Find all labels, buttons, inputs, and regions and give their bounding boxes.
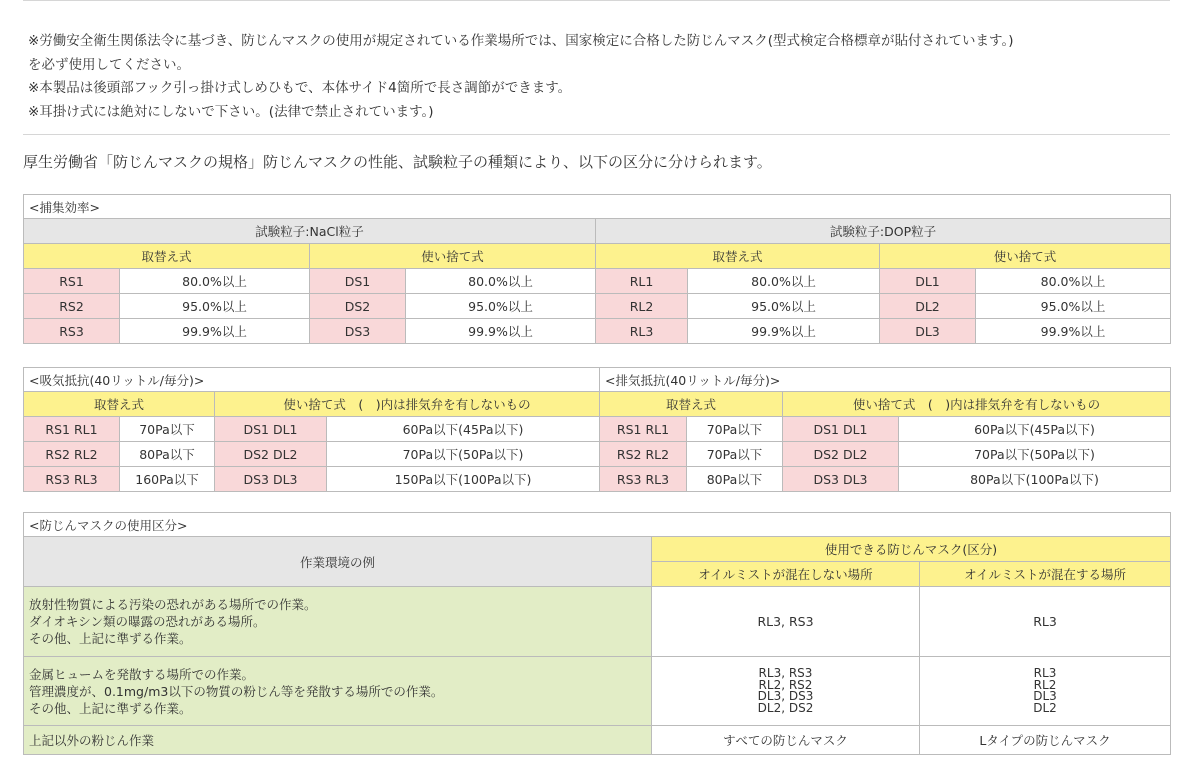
no-oil-cell bbox=[652, 657, 920, 726]
disposable-header: 使い捨て式 ( )内は排気弁を有しないもの bbox=[215, 392, 600, 417]
exhale-resistance-table bbox=[599, 367, 1171, 492]
disposable-header: 使い捨て式 bbox=[880, 244, 1171, 269]
grade-value: 150Pa以下(100Pa以下) bbox=[327, 467, 600, 492]
grade-label: DS1 DL1 bbox=[215, 417, 327, 442]
env-cell bbox=[24, 657, 652, 726]
grade-label: RS3 RL3 bbox=[600, 467, 687, 492]
table-row bbox=[24, 467, 600, 492]
grade-label: RS3 RL3 bbox=[24, 467, 120, 492]
env-line: ダイオキシン類の曝露の恐れがある場所。 bbox=[29, 614, 266, 629]
grade-label: DL2 bbox=[880, 294, 976, 319]
mask-value: DL2 bbox=[1033, 700, 1057, 715]
grade-label: DS3 bbox=[310, 319, 406, 344]
middle-divider bbox=[23, 134, 1170, 135]
grade-label: RL1 bbox=[596, 269, 688, 294]
table-row bbox=[600, 442, 1171, 467]
note-line: を必ず使用してください。 bbox=[28, 56, 190, 73]
grade-label: RL2 bbox=[596, 294, 688, 319]
grade-label: RS2 RL2 bbox=[24, 442, 120, 467]
grade-label: DS3 DL3 bbox=[783, 467, 899, 492]
env-line: 管理濃度が、0.1mg/m3以下の物質の粉じん等を発散する場所での作業。 bbox=[29, 683, 444, 699]
grade-value: 80.0%以上 bbox=[120, 269, 310, 294]
table-row bbox=[600, 467, 1171, 492]
notes bbox=[28, 30, 1013, 124]
table-row bbox=[24, 294, 1171, 319]
inhale-resistance-table bbox=[23, 367, 600, 492]
table-row bbox=[24, 269, 1171, 294]
grade-label: DS2 DL2 bbox=[783, 442, 899, 467]
no-oil-cell bbox=[652, 587, 920, 657]
grade-value: 80Pa以下 bbox=[687, 467, 783, 492]
mask-value: RL2, RS2 bbox=[758, 677, 813, 692]
grade-value: 80.0%以上 bbox=[976, 269, 1171, 294]
mask-value: RL2 bbox=[1033, 677, 1057, 692]
oil-cell bbox=[920, 657, 1171, 726]
table-row bbox=[600, 417, 1171, 442]
mask-value: すべての防じんマスク bbox=[723, 732, 848, 748]
replaceable-header: 取替え式 bbox=[24, 244, 310, 269]
grade-value: 70Pa以下(50Pa以下) bbox=[327, 442, 600, 467]
mask-value: RL3 bbox=[1033, 614, 1057, 629]
mask-value: DL3, DS3 bbox=[757, 689, 814, 703]
grade-value: 160Pa以下 bbox=[120, 467, 215, 492]
grade-label: RL3 bbox=[596, 319, 688, 344]
grade-value: 99.9%以上 bbox=[976, 319, 1171, 344]
usage-table bbox=[23, 512, 1171, 755]
exhale-caption: <排気抵抗(40リットル/毎分)> bbox=[600, 368, 1171, 392]
grade-label: RS2 bbox=[24, 294, 120, 319]
env-line: その他、上記に準ずる作業。 bbox=[29, 631, 192, 646]
grade-value: 80.0%以上 bbox=[406, 269, 596, 294]
grade-label: RS3 bbox=[24, 319, 120, 344]
table-row bbox=[24, 657, 1171, 726]
env-line: 上記以外の粉じん作業 bbox=[29, 732, 155, 748]
env-line: その他、上記に準ずる作業。 bbox=[29, 700, 192, 716]
grade-label: RS1 bbox=[24, 269, 120, 294]
disposable-header: 使い捨て式 ( )内は排気弁を有しないもの bbox=[783, 392, 1171, 417]
grade-label: DS2 DL2 bbox=[215, 442, 327, 467]
grade-label: RS2 RL2 bbox=[600, 442, 687, 467]
disposable-header: 使い捨て式 bbox=[310, 244, 596, 269]
grade-label: DL1 bbox=[880, 269, 976, 294]
env-cell bbox=[24, 726, 652, 755]
mask-value: Lタイプの防じんマスク bbox=[979, 732, 1111, 748]
nacl-header: 試験粒子:NaCl粒子 bbox=[24, 219, 596, 244]
table-row bbox=[24, 587, 1171, 657]
env-header: 作業環境の例 bbox=[24, 537, 652, 587]
grade-value: 70Pa以下 bbox=[687, 417, 783, 442]
grade-label: DS1 DL1 bbox=[783, 417, 899, 442]
grade-label: RS1 RL1 bbox=[24, 417, 120, 442]
grade-value: 99.9%以上 bbox=[120, 319, 310, 344]
grade-value: 70Pa以下(50Pa以下) bbox=[899, 442, 1171, 467]
mask-value: RL3 bbox=[1033, 666, 1057, 680]
no-oil-header: オイルミストが混在しない場所 bbox=[652, 562, 920, 587]
replaceable-header: 取替え式 bbox=[24, 392, 215, 417]
grade-value: 99.9%以上 bbox=[688, 319, 880, 344]
grade-label: DS3 DL3 bbox=[215, 467, 327, 492]
mask-header: 使用できる防じんマスク(区分) bbox=[652, 537, 1171, 562]
grade-value: 95.0%以上 bbox=[976, 294, 1171, 319]
grade-value: 95.0%以上 bbox=[120, 294, 310, 319]
grade-label: RS1 RL1 bbox=[600, 417, 687, 442]
efficiency-table bbox=[23, 194, 1171, 344]
usage-caption: <防じんマスクの使用区分> bbox=[24, 513, 1171, 537]
oil-cell bbox=[920, 726, 1171, 755]
table-row bbox=[24, 442, 600, 467]
env-cell bbox=[24, 587, 652, 657]
top-divider bbox=[23, 0, 1170, 1]
grade-value: 70Pa以下 bbox=[687, 442, 783, 467]
dop-header: 試験粒子:DOP粒子 bbox=[596, 219, 1171, 244]
oil-cell bbox=[920, 587, 1171, 657]
grade-value: 80Pa以下 bbox=[120, 442, 215, 467]
grade-label: DS1 bbox=[310, 269, 406, 294]
inhale-caption: <吸気抵抗(40リットル/毎分)> bbox=[24, 368, 600, 392]
grade-value: 95.0%以上 bbox=[406, 294, 596, 319]
mask-value: DL2, DS2 bbox=[757, 700, 814, 715]
env-line: 金属ヒュームを発散する場所での作業。 bbox=[29, 666, 255, 682]
efficiency-caption: <捕集効率> bbox=[24, 195, 1171, 219]
mask-value: RL3, RS3 bbox=[758, 666, 813, 680]
note-line: ※本製品は後頭部フック引っ掛け式しめひもで、本体サイド4箇所で長さ調節ができます。 bbox=[28, 80, 572, 96]
replaceable-header: 取替え式 bbox=[600, 392, 783, 417]
table-row bbox=[24, 726, 1171, 755]
note-line: ※耳掛け式には絶対にしないで下さい。(法律で禁止されています。) bbox=[28, 103, 434, 120]
intro-text: 厚生労働省「防じんマスクの規格」防じんマスクの性能、試験粒子の種類により、以下の区分に分けられます。 bbox=[23, 153, 772, 171]
table-row bbox=[24, 319, 1171, 344]
grade-label: DS2 bbox=[310, 294, 406, 319]
grade-value: 80Pa以下(100Pa以下) bbox=[899, 467, 1171, 492]
no-oil-cell bbox=[652, 726, 920, 755]
note-line: ※労働安全衛生関係法令に基づき、防じんマスクの使用が規定されている作業場所では、国家検定に合格した防じんマスク(型式検定合格標章が貼付されています。) bbox=[28, 33, 1014, 49]
table-row bbox=[24, 417, 600, 442]
grade-value: 95.0%以上 bbox=[688, 294, 880, 319]
grade-value: 80.0%以上 bbox=[688, 269, 880, 294]
grade-value: 60Pa以下(45Pa以下) bbox=[899, 417, 1171, 442]
grade-label: DL3 bbox=[880, 319, 976, 344]
replaceable-header: 取替え式 bbox=[596, 244, 880, 269]
env-line: 放射性物質による汚染の恐れがある場所での作業。 bbox=[29, 597, 317, 612]
mask-value: RL3, RS3 bbox=[757, 614, 814, 629]
oil-header: オイルミストが混在する場所 bbox=[920, 562, 1171, 587]
grade-value: 99.9%以上 bbox=[406, 319, 596, 344]
grade-value: 60Pa以下(45Pa以下) bbox=[327, 417, 600, 442]
mask-value: DL3 bbox=[1033, 689, 1057, 703]
grade-value: 70Pa以下 bbox=[120, 417, 215, 442]
